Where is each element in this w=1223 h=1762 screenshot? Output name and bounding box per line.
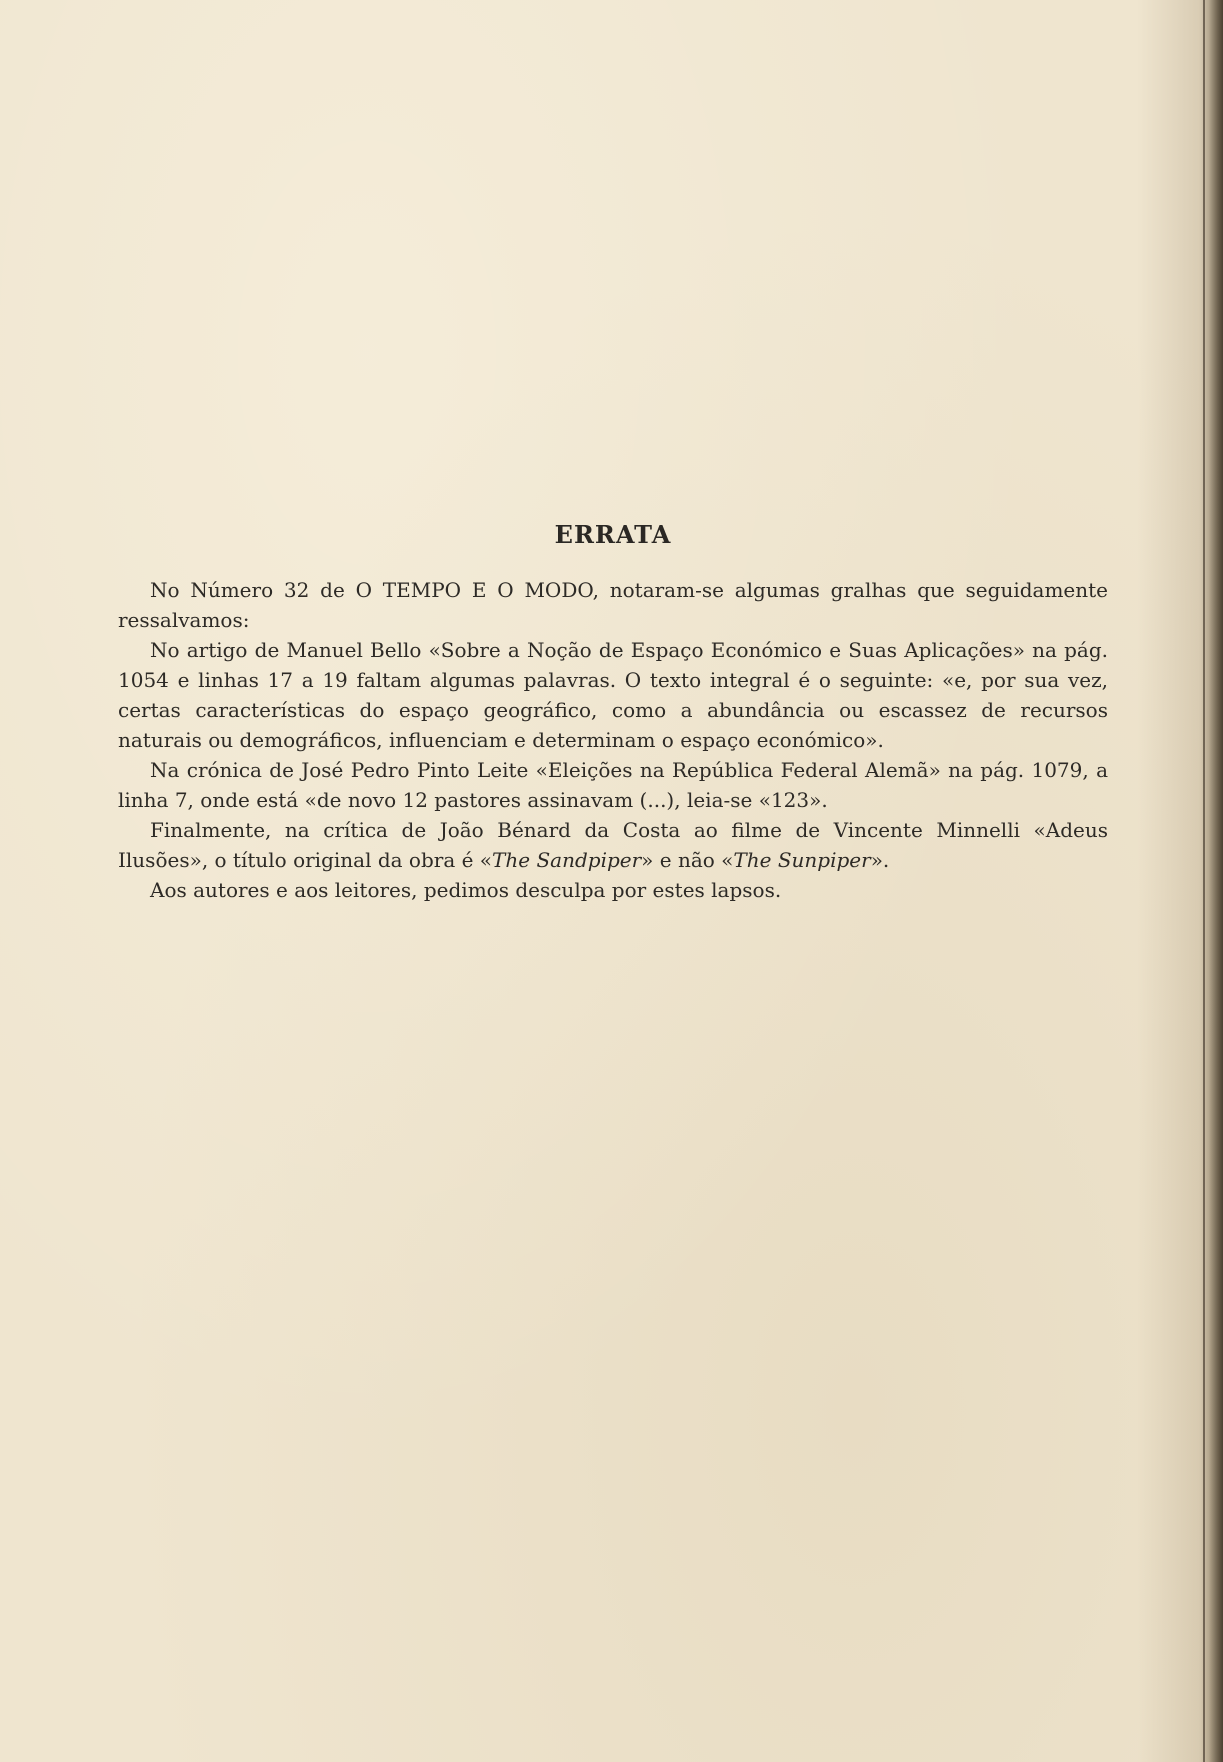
wrong-title: The Sunpiper (733, 848, 871, 872)
errata-title: ERRATA (554, 520, 672, 549)
errata-pinto-leite-paragraph: Na crónica de José Pedro Pinto Leite «Eleições na República Federal Alemã» na pág. 1079, a linha 7, onde está «de novo 12 pastores assinavam (...), leia-se «123». (118, 758, 1108, 812)
minnelli-text-after: ». (870, 848, 890, 872)
original-title: The Sandpiper (492, 848, 642, 872)
errata-section (118, 520, 1108, 905)
errata-bello-paragraph: No artigo de Manuel Bello «Sobre a Noção de Espaço Económico e Suas Aplicações» na pág. 1054 e linhas 17 a 19 faltam algumas palavras. O texto integral é o seguinte: «e, por sua vez, certas características do espaço geográfico, como a abundância ou escassez de recursos naturais ou demográficos, influenciam e determinam o espaço económico». (118, 638, 1108, 752)
minnelli-text-before: Finalmente, na crítica de João Bénard da Costa ao filme de Vincente Minnelli «Adeus Ilusões», o título original da obra é « (118, 818, 1108, 872)
minnelli-text-middle: » e não « (641, 848, 734, 872)
errata-minnelli-paragraph (118, 815, 1108, 875)
errata-apology-paragraph: Aos autores e aos leitores, pedimos desculpa por estes lapsos. (150, 878, 782, 902)
errata-intro-paragraph: No Número 32 de O TEMPO E O MODO, notaram-se algumas gralhas que seguidamente ressalvamos: (118, 578, 1108, 632)
page-edge (1201, 0, 1223, 1762)
